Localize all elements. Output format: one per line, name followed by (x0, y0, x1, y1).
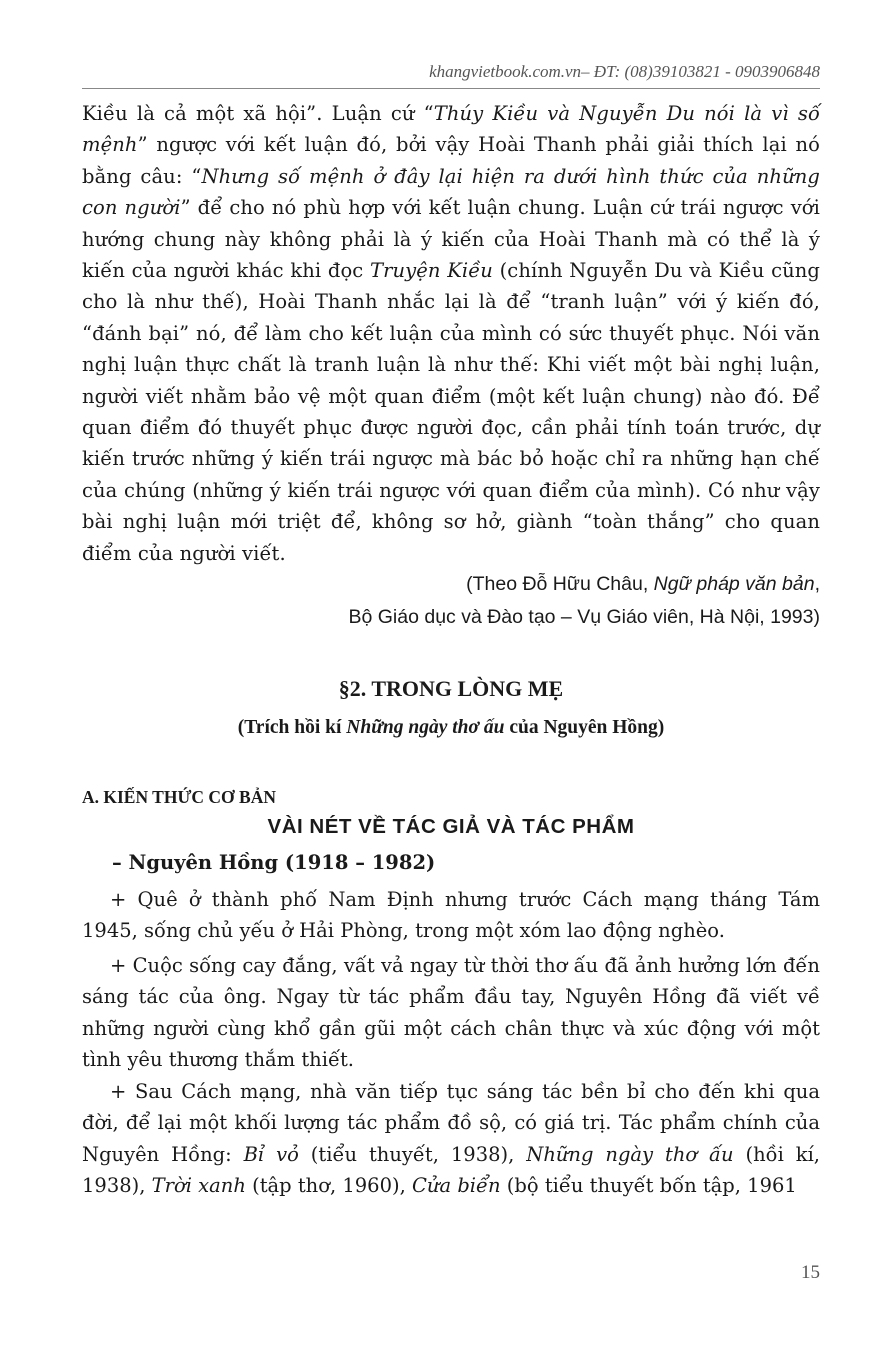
work-bi-vo: Bỉ vỏ (243, 1142, 299, 1166)
intro-text-1: Kiều là cả một xã hội”. Luận cứ “ (82, 102, 434, 125)
intro-quote-2: Nhưng số mệnh ở đây lại hiện ra dưới hình thức của những con người (82, 164, 820, 220)
header-text: khangvietbook.com.vn– ĐT: (08)39103821 - 0903906848 (429, 62, 820, 81)
citation-line-2 (82, 606, 820, 629)
works-text-2: (tiểu thuyết, 1938), (298, 1142, 527, 1166)
work-cua-bien: Cửa biển (412, 1174, 501, 1198)
intro-text-3: ” để cho nó phù hợp với kết luận chung. Luận cứ trái ngược với hướng chung này không phải là ý kiến của Hoài Thanh mà có thể là ý kiến của người khác khi đọc (82, 196, 820, 283)
section-sub-prefix: (Trích hồi kí (237, 717, 347, 738)
page-number: 15 (801, 1262, 820, 1283)
section-sub-suffix: của Nguyên Hồng) (504, 717, 665, 738)
bullet-life: + Cuộc sống cay đắng, vất vả ngay từ thời thơ ấu đã ảnh hưởng lớn đến sáng tác của ông. Ngay từ tác phẩm đầu tay, Nguyên Hồng đã viết về những người cùng khổ gần gũi một cách chân thực và xúc động với một tình yêu thương thắm thiết. (82, 954, 820, 1072)
author-work-heading: VÀI NÉT VỀ TÁC GIẢ VÀ TÁC PHẨM (267, 815, 635, 838)
works-text-4: (tập thơ, 1960), (245, 1174, 413, 1198)
works-text-3: (hồi kí, 1938), (82, 1142, 821, 1198)
bullet-hometown: + Quê ở thành phố Nam Định nhưng trước Cách mạng tháng Tám 1945, sống chủ yếu ở Hải Phòng, trong một xóm lao động nghèo. (82, 888, 820, 943)
citation-book-title: Ngữ pháp văn bản (653, 573, 815, 595)
bullet-works (82, 1076, 820, 1202)
citation-suffix: , (814, 573, 820, 595)
citation-line-1 (82, 573, 820, 596)
intro-text-4: (chính Nguyễn Du và Kiều cũng cho là như thế), Hoài Thanh nhắc lại là để “tranh luận” với ý kiến đó, “đánh bại” nó, để làm cho kết luận của mình có sức thuyết phục. Nói văn nghị luận thực chất là tranh luận là như thế: Khi viết một bài nghị luận, người viết nhằm bảo vệ một quan điểm (một kết luận chung) nào đó. Để quan điểm đó thuyết phục được người đọc, cần phải tính toán trước, dự kiến trước những ý kiến trái ngược mà bác bỏ hoặc chỉ ra những hạn chế của chúng (những ý kiến trái ngược với quan điểm của mình). Có như vậy bài nghị luận mới triệt để, không sơ hở, giành “toàn thắng” cho quan điểm của người viết. (82, 259, 820, 565)
intro-text-2: ” ngược với kết luận đó, bởi vậy Hoài Thanh phải giải thích lại nó bằng câu: “ (82, 133, 820, 188)
citation-publisher: Bộ Giáo dục và Đào tạo – Vụ Giáo viên, Hà Nội, 1993) (348, 606, 820, 628)
citation-prefix: (Theo Đỗ Hữu Châu, (466, 573, 654, 595)
author-line: – Nguyên Hồng (1918 – 1982) (112, 851, 436, 874)
page-header (82, 62, 820, 82)
intro-paragraph (82, 98, 820, 569)
intro-work-title: Truyện Kiều (369, 259, 493, 283)
header-rule (82, 88, 820, 89)
intro-quote-1: Thúy Kiều và Nguyễn Du nói là vì số mệnh (82, 102, 820, 157)
works-text-1: + Sau Cách mạng, nhà văn tiếp tục sáng tác bền bỉ cho đến khi qua đời, để lại một khối lượng tác phẩm đồ sộ, có giá trị. Tác phẩm chính của Nguyên Hồng: (82, 1080, 820, 1166)
section-sub-work: Những ngày thơ ấu (346, 717, 505, 738)
works-text-5: (bộ tiểu thuyết bốn tập, 1961 (500, 1174, 797, 1198)
section-title: §2. TRONG LÒNG MẸ (338, 676, 564, 701)
work-troi-xanh: Trời xanh (151, 1174, 246, 1198)
section-subtitle (82, 717, 820, 739)
part-a-heading: A. KIẾN THỨC CƠ BẢN (82, 787, 276, 807)
work-nhung-ngay-tho-au: Những ngày thơ ấu (526, 1142, 734, 1166)
